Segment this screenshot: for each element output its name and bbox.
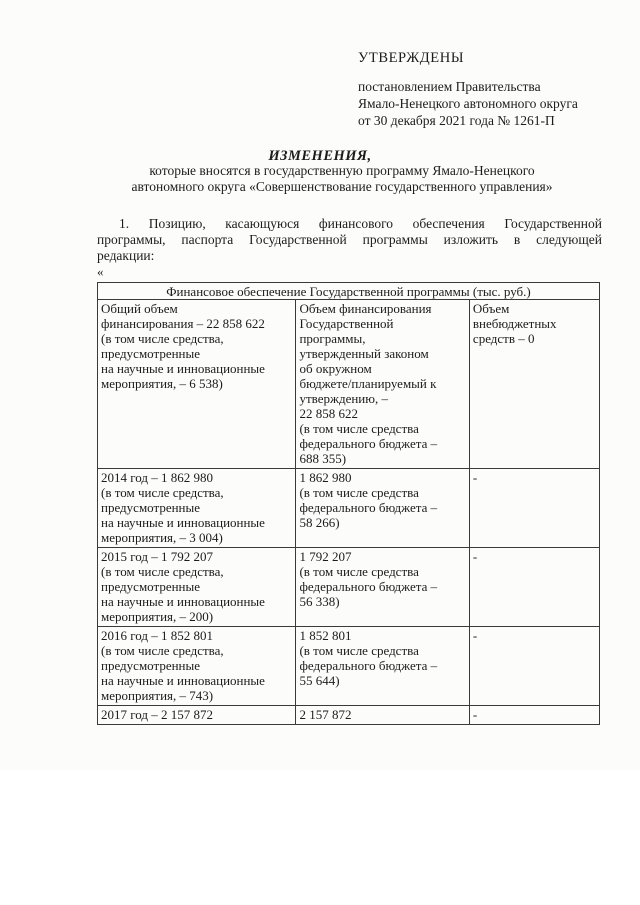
table-cell: - <box>469 548 599 627</box>
table-cell: 2014 год – 1 862 980 (в том числе средства, предусмотренные на научные и инновационные мероприятия, – 3 004) <box>98 469 296 548</box>
document-subtitle <box>0 163 640 195</box>
table-cell: 1 792 207 (в том числе средства федерального бюджета – 56 338) <box>296 548 469 627</box>
table-cell: - <box>469 706 599 725</box>
table-cell: 1 862 980 (в том числе средства федерального бюджета – 58 266) <box>296 469 469 548</box>
table-cell: 2016 год – 1 852 801 (в том числе средства, предусмотренные на научные и инновационные мероприятия, – 743) <box>98 627 296 706</box>
document-title: ИЗМЕНЕНИЯ, <box>268 148 372 164</box>
table-caption: Финансовое обеспечение Государственной программы (тыс. руб.) <box>98 283 600 300</box>
decree-line: от 30 декабря 2021 года № 1261-П <box>358 113 555 128</box>
subtitle-line: которые вносятся в государственную программу Ямало-Ненецкого <box>149 163 535 178</box>
table-cell: Объем внебюджетных средств – 0 <box>469 300 599 469</box>
table-cell: - <box>469 469 599 548</box>
table-cell: - <box>469 627 599 706</box>
table-cell: Общий объем финансирования – 22 858 622 (в том числе средства, предусмотренные на научные и инновационные мероприятия, – 6 538) <box>98 300 296 469</box>
table-row <box>98 627 600 706</box>
table-row <box>98 706 600 725</box>
paragraph-line: редакции: <box>97 248 155 263</box>
open-quote: « <box>97 264 104 279</box>
decree-reference <box>358 78 578 129</box>
decree-line: Ямало-Ненецкого автономного округа <box>358 96 578 111</box>
table-cell: 2015 год – 1 792 207 (в том числе средства, предусмотренные на научные и инновационные мероприятия, – 200) <box>98 548 296 627</box>
table-cell: Объем финансирования Государственной программы, утвержденный законом об окружном бюджете/планируемый к утверждению, – 22 858 622 (в том числе средства федерального бюджета – 688 355) <box>296 300 469 469</box>
table-cell: 2 157 872 <box>296 706 469 725</box>
amendment-paragraph <box>97 216 602 264</box>
approved-stamp: УТВЕРЖДЕНЫ <box>358 50 465 66</box>
table-row <box>98 469 600 548</box>
subtitle-line: автономного округа «Совершенствование государственного управления» <box>131 179 553 194</box>
table-row <box>98 548 600 627</box>
table-cell: 2017 год – 2 157 872 <box>98 706 296 725</box>
paragraph-line: программы, паспорта Государственной программы изложить в следующей <box>97 232 602 247</box>
table-header-row <box>98 300 600 469</box>
paragraph-line: 1. Позицию, касающуюся финансового обеспечения Государственной <box>119 216 602 231</box>
table-caption-row <box>98 283 600 300</box>
table-cell: 1 852 801 (в том числе средства федерального бюджета – 55 644) <box>296 627 469 706</box>
decree-line: постановлением Правительства <box>358 79 541 94</box>
financing-table <box>97 282 600 725</box>
